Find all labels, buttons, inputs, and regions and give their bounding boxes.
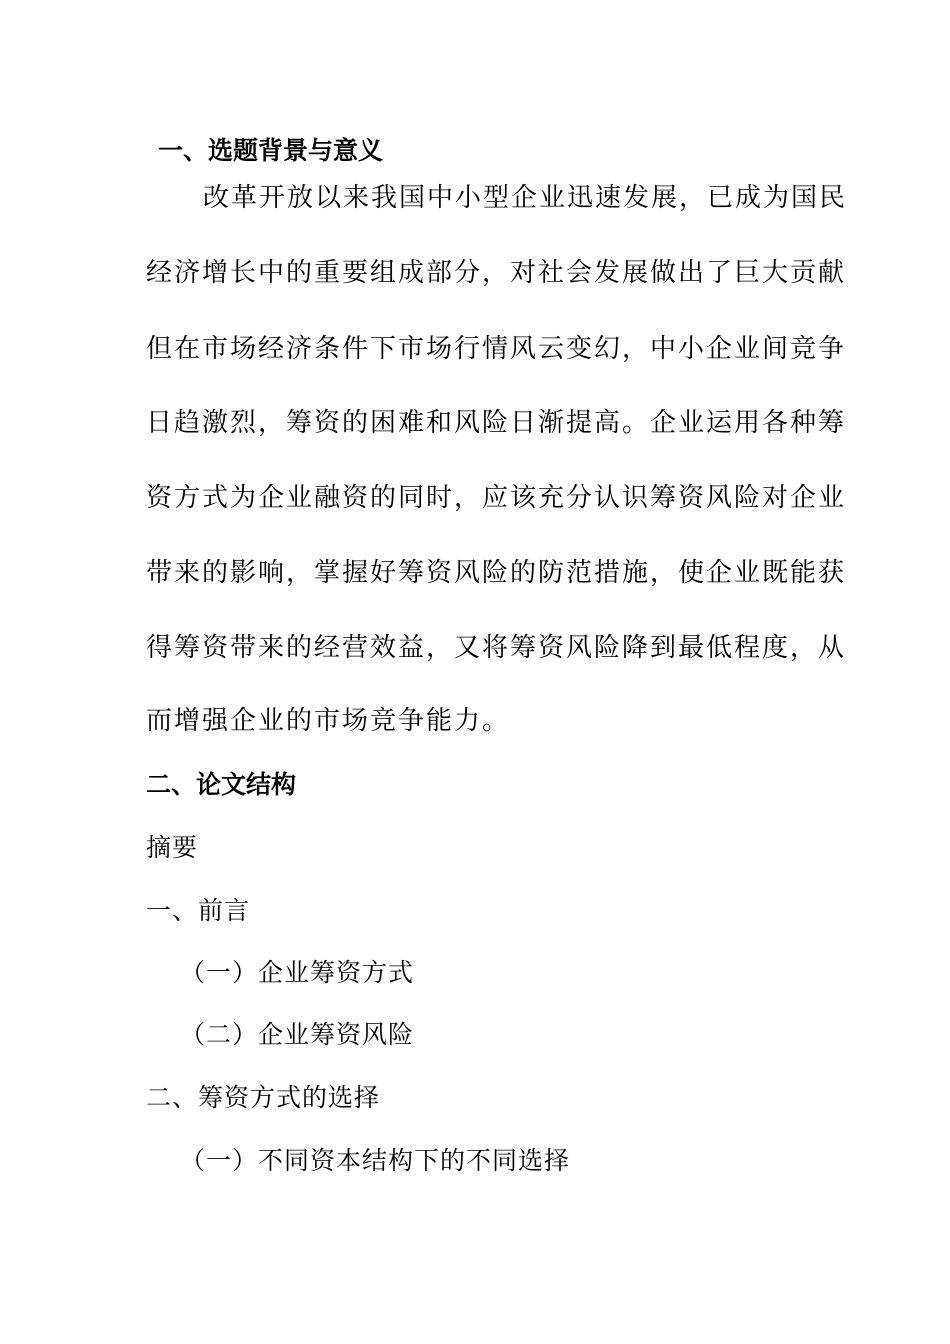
toc-item: 一、前言 [146,896,251,925]
paragraph-line: 日趋激烈，筹资的困难和风险日渐提高。企业运用各种筹 [146,408,847,438]
paragraph-line: 经济增长中的重要组成部分，对社会发展做出了巨大贡献 [146,258,847,288]
section-heading-background: 一、选题背景与意义 [158,136,384,165]
paragraph-line: 资方式为企业融资的同时，应该充分认识筹资风险对企业 [146,483,847,513]
toc-item: （一）企业筹资方式 [180,958,415,987]
paragraph-line: 得筹资带来的经营效益，又将筹资风险降到最低程度，从 [146,633,847,663]
paragraph-line: 但在市场经济条件下市场行情风云变幻，中小企业间竞争 [146,334,847,364]
toc-item: 摘要 [146,833,199,862]
paragraph-line: 改革开放以来我国中小型企业迅速发展，已成为国民 [203,183,848,213]
toc-item: 二、筹资方式的选择 [146,1083,381,1112]
toc-item: （一）不同资本结构下的不同选择 [180,1146,571,1175]
toc-item: （二）企业筹资风险 [180,1020,415,1049]
paragraph-line: 而增强企业的市场竞争能力。 [146,706,511,736]
section-heading-structure: 二、论文结构 [146,770,297,799]
paragraph-line: 带来的影响，掌握好筹资风险的防范措施，使企业既能获 [146,558,847,588]
